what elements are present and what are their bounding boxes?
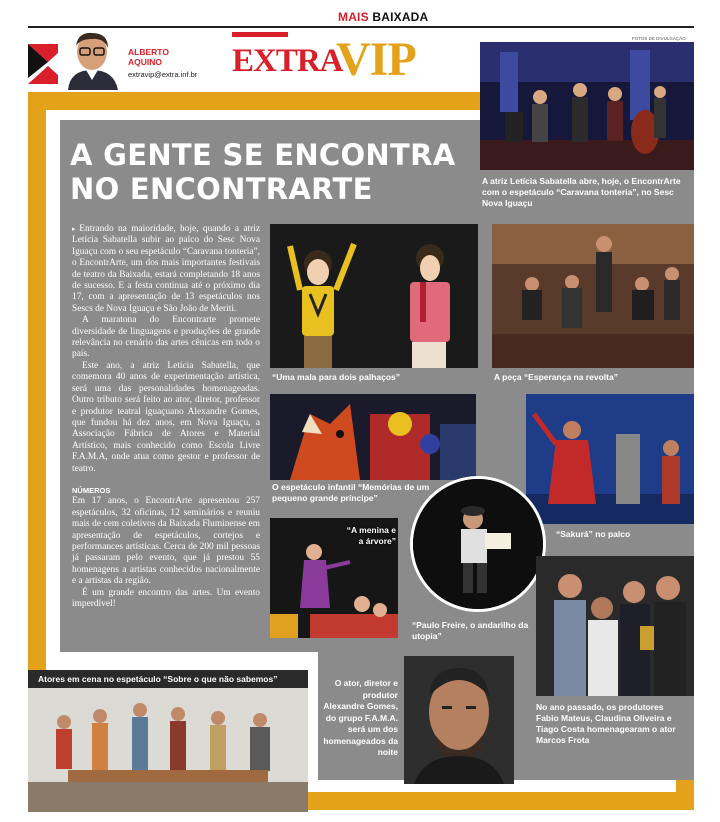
article-para1: Entrando na maioridade, hoje, quando a atriz Letícia Sabatella subir ao palco do Sesc Nova Iguaçu com o seu espetáculo “Caravana tonteria”, o EncontrArte, um dos mais importantes festivais de teatro da Baixada, estará completando 18 anos de sucesso. E a festa continua até o próximo dia 17, com a apresentação de 13 espetáculos nos Sescs de Nova Iguaçu e São João de Meriti. (72, 224, 261, 314)
photo-alexandre (404, 656, 514, 784)
article-para3: Este ano, a atriz Letícia Sabatella, que comemora 40 anos de experimentação artística, será uma das personalidades homenageadas. Outro tributo será feito ao ator, diretor, professor e produtor teatral iguaçuano Alexandre Gomes, que fundou há dez anos, em Nova Iguaçu, a Associação Fábrica de Atores e Material Artístico, mais conhecido como Escola Livre F.A.M.A, onde atua como gestor e professor de teatro. (72, 360, 260, 474)
section-prefix: MAIS (338, 10, 373, 24)
columnist-name-line1: ALBERTO (128, 47, 169, 57)
caption-paulo: “Paulo Freire, o andarilho da utopia” (412, 620, 529, 641)
section-main: BAIXADA (372, 10, 429, 24)
columnist-name-line2: AQUINO (128, 56, 162, 67)
headline (70, 138, 480, 206)
section-tag (338, 10, 428, 24)
article-para2: A maratona do Encontrarte promete diversidade de linguagens e produções de grande relevância no cenário das artes cênicas em todo o país. (72, 315, 260, 360)
caption-atores: Atores em cena no espetáculo “Sobre o que não sabemos” (38, 674, 278, 684)
photo-sakura (526, 394, 694, 524)
brand-extra: EXTRA (232, 43, 343, 79)
caption-caravana: A atriz Letícia Sabatella abre, hoje, o EncontrArte com o espetáculo “Caravana tonteria”, no Sesc Nova Iguaçu (482, 176, 681, 208)
article-para4: Em 17 anos, o EncontrArte apresentou 257 espetáculos, 32 oficinas, 12 seminários e reuniu mais de cem coletivos da Baixada Fluminense em apresentação de espetáculos, cortejos e performances artísticas. Cerca de 200 mil pessoas já passaram pelo evento, que já prestou 55 homenagens a artistas conhecidos nacionalmente e a artistas da região. (72, 496, 260, 587)
caption-alexandre: O ator, diretor e produtor Alexandre Gomes, do grupo F.A.M.A. será um dos homenageados da noite (323, 678, 398, 757)
brand-vip: VIP (336, 33, 416, 86)
headline-line2: NO ENCONTRARTE (70, 172, 373, 206)
photo-producers (536, 556, 694, 696)
article-para5: É um grande encontro das artes. Um evento imperdível! (72, 587, 260, 609)
brand-bar (232, 32, 288, 37)
bullet-icon: ▸ (72, 225, 80, 233)
article-body (72, 224, 260, 610)
columnist-email[interactable]: extravip@extra.inf.br (128, 70, 198, 79)
article-subhead: NÚMEROS (72, 485, 111, 495)
columnist-avatar (58, 28, 128, 90)
caption-producers: No ano passado, os produtores Fabio Mateus, Claudina Oliveira e Tiago Costa homenagearam o ator Marcos Frota (536, 702, 676, 745)
photo-memorias (270, 394, 476, 480)
headline-line1: A GENTE SE ENCONTRA (70, 138, 456, 172)
photo-atores (28, 670, 308, 812)
photo-esperanca (492, 224, 694, 368)
caption-mala: “Uma mala para dois palhaços” (272, 372, 401, 382)
photo-credit: FOTOS DE DIVULGAÇÃO (632, 36, 686, 41)
photo-mala (270, 224, 478, 368)
photo-caravana (480, 42, 694, 170)
caption-esperanca: A peça “Esperança na revolta” (494, 372, 618, 382)
caption-menina: “A menina e a árvore” (346, 525, 396, 546)
columnist-name (128, 48, 169, 67)
caption-memorias: O espetáculo infantil “Memórias de um pequeno grande príncipe” (272, 482, 430, 503)
photo-paulo-freire (410, 476, 546, 612)
caption-sakura: “Sakurá” no palco (556, 529, 631, 539)
